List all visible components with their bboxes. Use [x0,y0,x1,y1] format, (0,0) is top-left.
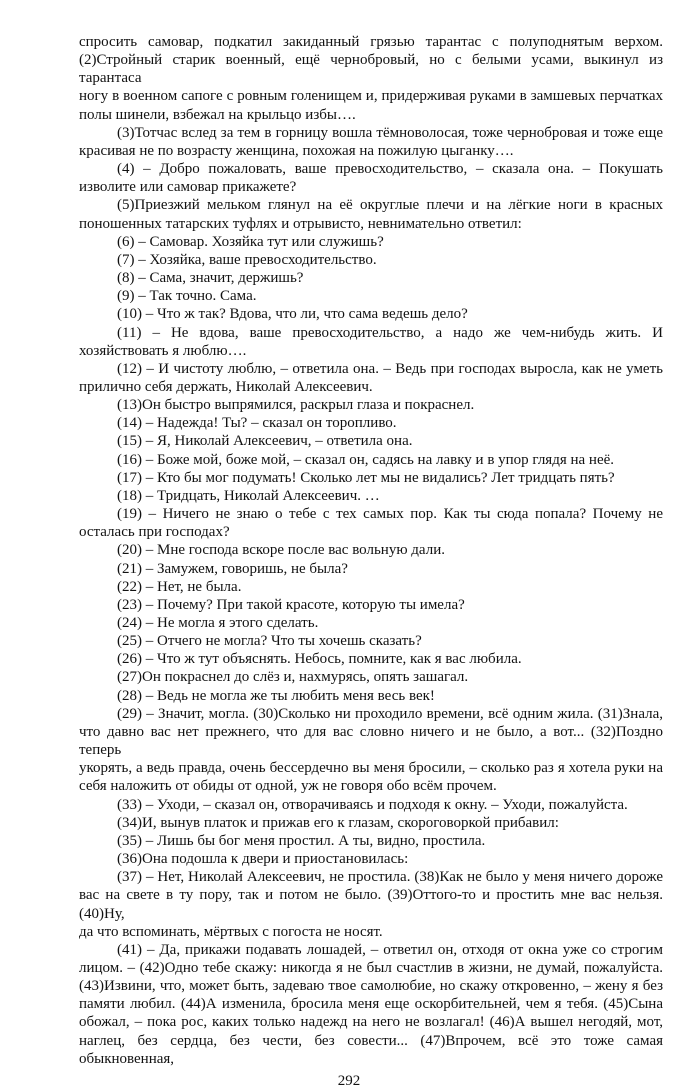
text-line: обожал, – пока рос, каких только надежд на него не возлагал! (46)А вышел негодяй, мот, [79,1014,663,1031]
document-body [79,0,663,1090]
text-line: (23) – Почему? При такой красоте, которую ты имела? [117,596,465,613]
text-line: (7) – Хозяйка, ваше превосходительство. [117,251,377,268]
text-line: себя наложить от обиды от одной, уж не говоря обо всём прочем. [79,778,497,795]
text-line: (25) – Отчего не могла? Что ты хочешь сказать? [117,633,422,650]
text-line: полы шинели, взбежал на крыльцо избы…. [79,106,356,123]
text-line: (19) – Ничего не знаю о тебе с тех самых пор. Как ты сюда попала? Почему не [117,506,663,523]
text-line: памяти любил. (44)А изменила, бросила меня еще оскорбительней, чем я тебя. (45)Сына [79,996,663,1013]
text-line: (28) – Ведь не могла же ты любить меня весь век! [117,687,435,704]
text-line: (4) – Добро пожаловать, ваше превосходительство, – сказала она. – Покушать [117,161,663,178]
text-line: изволите или самовар прикажете? [79,179,297,196]
page-number: 292 [337,1072,361,1089]
text-line: (43)Извини, что, может быть, задеваю твое самолюбие, но скажу откровенно, – жену я без [79,978,663,995]
text-line: поношенных татарских туфлях и отрывисто, невнимательно ответил: [79,215,522,232]
text-line: (36)Она подошла к двери и приостановилась: [117,851,409,868]
text-line: осталась при господах? [79,524,230,541]
text-line: (14) – Надежда! Ты? – сказал он торопливо. [117,415,397,432]
text-line: наглец, без сердца, без чести, без совести... (47)Впрочем, всё это тоже самая обыкновенная, [79,1032,663,1067]
text-line: (9) – Так точно. Сама. [117,288,257,305]
text-line: (11) – Не вдова, ваше превосходительство, а надо же чем-нибудь жить. И [117,324,663,341]
text-line: (24) – Не могла я этого сделать. [117,615,319,631]
text-line: (27)Он покраснел до слёз и, нахмурясь, опять зашагал. [117,669,469,686]
text-line: (17) – Кто бы мог подумать! Сколько лет мы не видались? Лет тридцать пять? [117,469,615,486]
text-line: спросить самовар, подкатил закиданный грязью тарантас с полуподнятым верхом. [79,34,663,50]
text-line: (41) – Да, прикажи подавать лошадей, – ответил он, отходя от окна уже со строгим [117,941,663,958]
text-line: (10) – Что ж так? Вдова, что ли, что сама ведешь дело? [117,306,468,323]
text-line: хозяйствовать я люблю…. [79,342,247,359]
text-line: (12) – И чистоту люблю, – ответила она. – Ведь при господах выросла, как не уметь [117,360,663,377]
text-line: лицом. – (42)Одно тебе скажу: никогда я не был счастлив в жизни, не думай, пожалуйста. [79,959,663,976]
text-line: что давно вас нет прежнего, что для вас словно ничего и не было, а вот... (32)Поздно теперь [79,723,663,759]
text-line: (5)Приезжий мельком глянул на её округлые плечи и на лёгкие ноги в красных [117,197,663,214]
text-line: (18) – Тридцать, Николай Алексеевич. … [117,487,380,504]
text-line: (26) – Что ж тут объяснять. Небось, помните, как я вас любила. [117,651,522,668]
text-line: (34)И, вынув платок и прижав его к глазам, скороговоркой прибавил: [117,814,559,831]
text-line: (6) – Самовар. Хозяйка тут или служишь? [117,233,384,250]
text-line: ногу в военном сапоге с ровным голенищем и, придерживая руками в замшевых перчатках [79,88,663,105]
text-line: укорять, а ведь правда, очень бессердечно вы меня бросили, – сколько раз я хотела руки на [79,760,663,777]
text-line: (35) – Лишь бы бог меня простил. А ты, видно, простила. [117,832,486,849]
text-line: (3)Тотчас вслед за тем в горницу вошла тёмноволосая, тоже чернобровая и тоже еще [117,124,663,141]
text-line: вас на свете в ту пору, так и потом не было. (39)Оттого-то и простить мне вас нельзя. (40)Ну, [79,887,663,922]
text-line: (37) – Нет, Николай Алексеевич, не простила. (38)Как не было у меня ничего дороже [117,869,663,886]
text-lines [79,33,663,1068]
text-line: (2)Стройный старик военный, ещё чернобровый, но с белыми усами, выкинул из тарантаса [79,52,663,87]
text-line: (13)Он быстро выпрямился, раскрыл глаза и покраснел. [117,397,475,414]
text-line: (22) – Нет, не была. [117,578,242,595]
text-line: (20) – Мне господа вскоре после вас вольную дали. [117,542,445,559]
text-line: (29) – Значит, могла. (30)Сколько ни проходило времени, всё одним жила. (31)Знала, [117,705,663,722]
text-line: (8) – Сама, значит, держишь? [117,270,304,287]
text-line: (21) – Замужем, говоришь, не была? [117,560,348,577]
text-line: (16) – Боже мой, боже мой, – сказал он, садясь на лавку и в упор глядя на неё. [117,451,615,468]
text-line: красивая не по возрасту женщина, похожая на пожилую цыганку…. [79,142,514,159]
text-line: да что вспоминать, мёртвых с погоста не носят. [79,923,383,940]
text-line: прилично себя держать, Николай Алексеевич. [79,378,373,395]
text-line: (33) – Уходи, – сказал он, отворачиваясь и подходя к окну. – Уходи, пожалуйста. [117,796,628,813]
text-line: (15) – Я, Николай Алексеевич, – ответила она. [117,433,413,450]
